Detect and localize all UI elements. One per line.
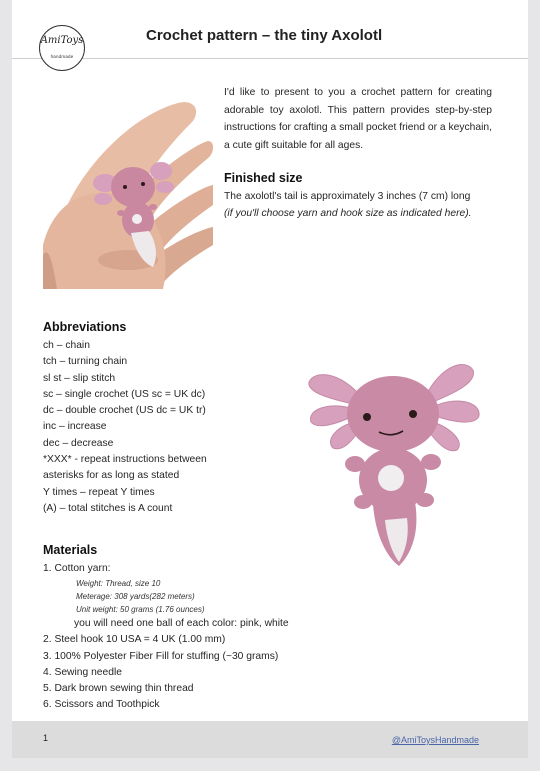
- list-item: sl st – slip stitch: [43, 372, 116, 384]
- axolotl-toy-photo: [297, 352, 489, 572]
- axolotl-in-hand-photo: [43, 95, 213, 289]
- yarn-color-note: you will need one ball of each color: pink, white: [74, 618, 289, 630]
- materials-list: [43, 561, 343, 714]
- list-item: 3. 100% Polyester Fiber Fill for stuffing (~30 grams): [43, 650, 279, 662]
- abbreviations-list: [43, 338, 283, 517]
- list-item: 4. Sewing needle: [43, 666, 123, 678]
- list-item: *XXX* - repeat instructions between: [43, 454, 207, 466]
- logo-tagline: handmade: [50, 54, 74, 59]
- document-page: [12, 0, 528, 758]
- list-item: 2. Steel hook 10 USA = 4 UK (1.00 mm): [43, 634, 226, 646]
- logo-wordmark: AmiToys: [40, 35, 84, 46]
- viewer-background: [0, 758, 540, 771]
- abbreviations-heading: Abbreviations: [43, 320, 127, 334]
- list-item: tch – turning chain: [43, 356, 128, 368]
- page-number: 1: [43, 733, 49, 743]
- amitoys-logo: [39, 25, 85, 71]
- yarn-meterage: Meterage: 308 yards(282 meters): [76, 592, 195, 602]
- list-item: dc – double crochet (US dc = UK tr): [43, 405, 206, 417]
- page-footer: [12, 721, 528, 758]
- materials-heading: Materials: [43, 543, 98, 557]
- list-item: 6. Scissors and Toothpick: [43, 699, 160, 711]
- finished-size-text: [224, 188, 499, 222]
- yarn-unit-weight: Unit weight: 50 grams (1.76 ounces): [76, 605, 205, 615]
- list-item: asterisks for as long as stated: [43, 470, 180, 482]
- finished-size-note: (if you'll choose yarn and hook size as indicated here).: [224, 208, 472, 219]
- list-item: ch – chain: [43, 340, 90, 351]
- list-item: (A) – total stitches is A count: [43, 502, 173, 514]
- list-item: 5. Dark brown sewing thin thread: [43, 683, 194, 695]
- list-item: inc – increase: [43, 421, 107, 433]
- list-item: Y times – repeat Y times: [43, 486, 155, 498]
- finished-size-length: The axolotl's tail is approximately 3 inches (7 cm) long: [224, 191, 471, 202]
- finished-size-heading: Finished size: [224, 171, 303, 185]
- intro-paragraph: I'd like to present to you a crochet pattern for creating adorable toy axolotl. This pattern provides step-by-step instructions for crafting a small pocket friend or a keychain, a cute gift suitable for all ages.: [224, 87, 492, 151]
- list-item: dec – decrease: [43, 437, 114, 449]
- list-item: 1. Cotton yarn:: [43, 563, 111, 574]
- page-header: [12, 0, 528, 59]
- social-handle-link[interactable]: @AmiToysHandmade: [391, 735, 479, 745]
- list-item: sc – single crochet (US sc = UK dc): [43, 388, 206, 400]
- page-title: Crochet pattern – the tiny Axolotl: [146, 27, 383, 44]
- yarn-weight: Weight: Thread, size 10: [76, 579, 161, 589]
